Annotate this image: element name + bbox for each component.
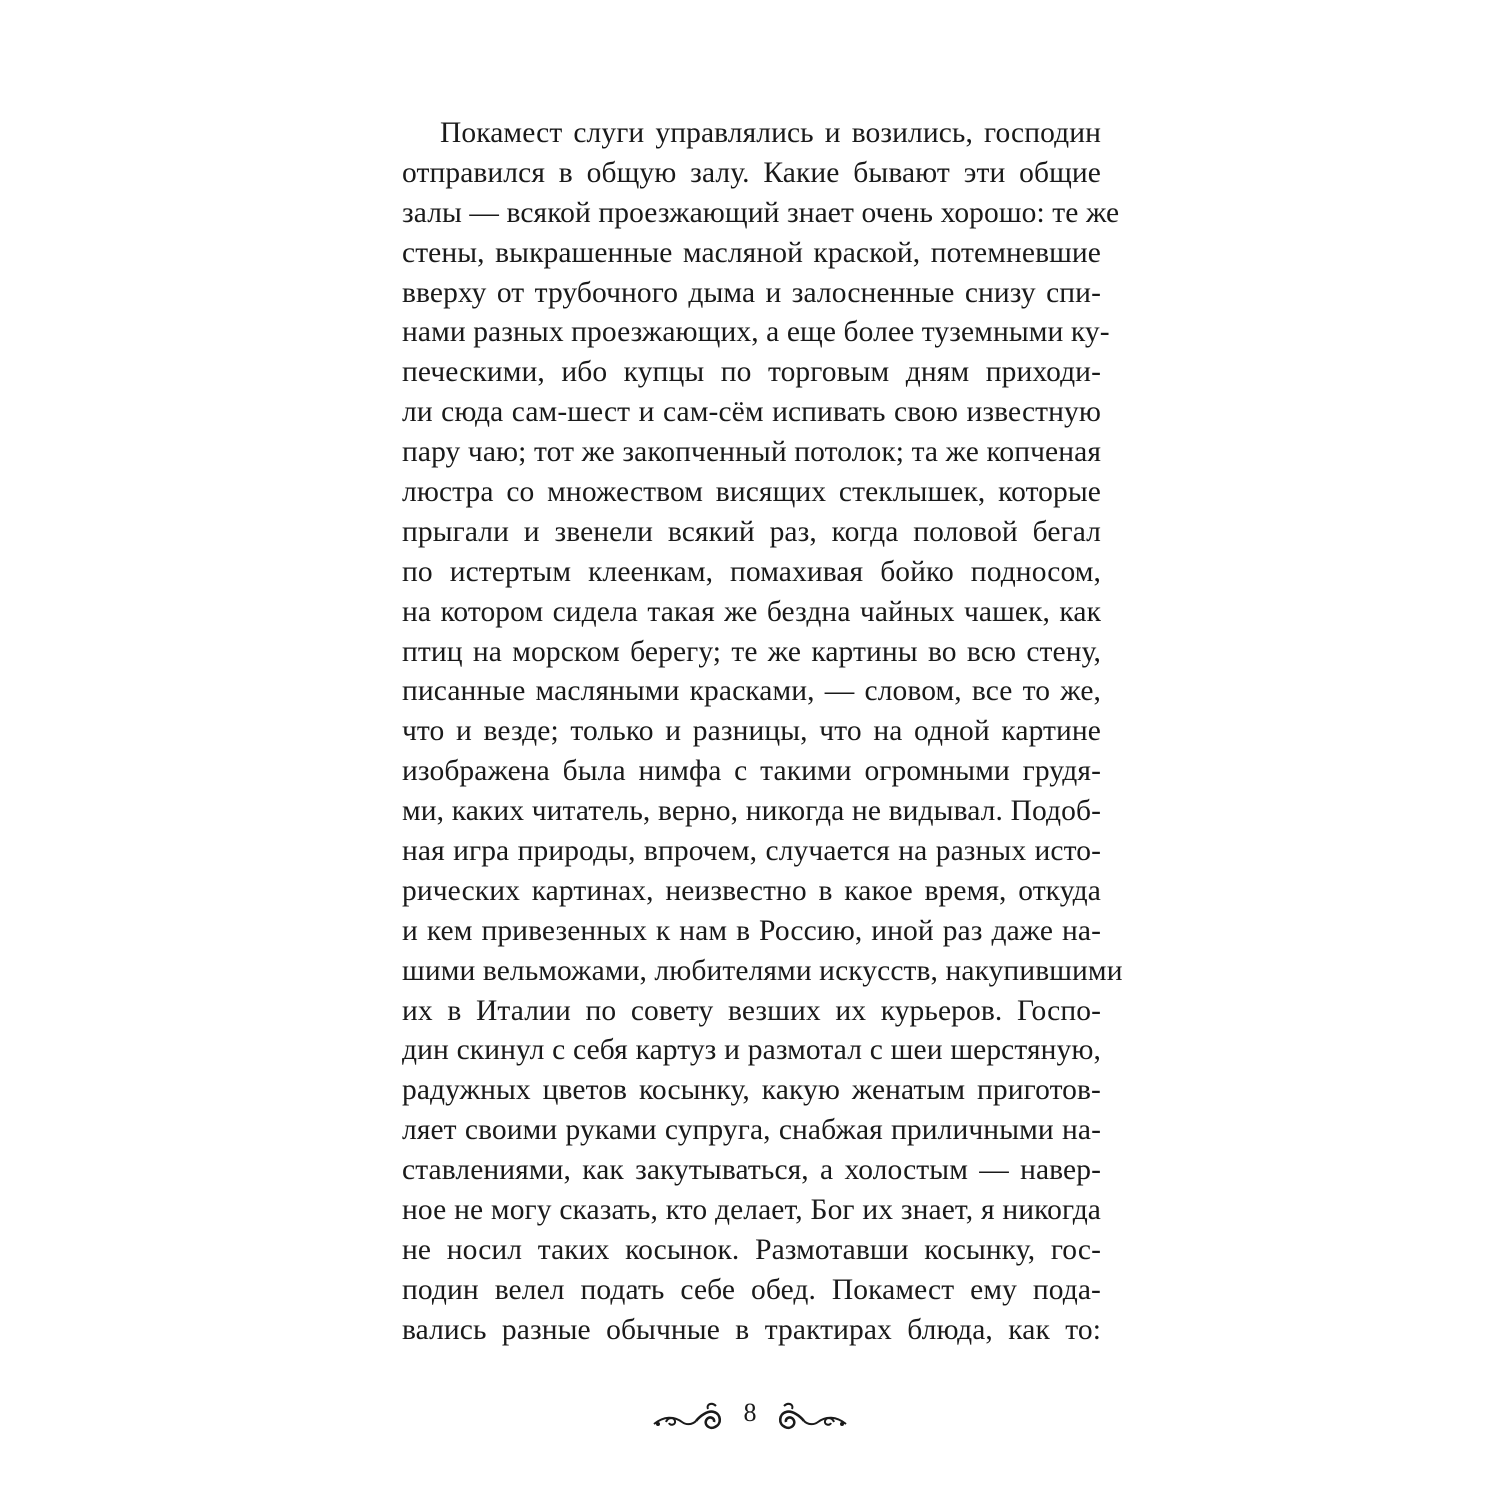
text-line: писанные масляными красками, — словом, все то же, bbox=[402, 675, 1101, 708]
text-line: вались разные обычные в трактирах блюда, как то: bbox=[402, 1313, 1101, 1346]
text-line: ли сюда сам-шест и сам-сём испивать свою известную bbox=[402, 396, 1101, 429]
text-line: прыгали и звенели всякий раз, когда половой бегал bbox=[402, 515, 1101, 548]
text-line: что и везде; только и разницы, что на одной картине bbox=[402, 715, 1101, 748]
text-line: стены, выкрашенные масляной краской, потемневшие bbox=[402, 236, 1101, 269]
text-line: Покамест слуги управлялись и возились, господин bbox=[440, 117, 1101, 149]
text-line: ное не могу сказать, кто делает, Бог их знает, я никогда bbox=[402, 1194, 1101, 1227]
text-line: залы — всякой проезжающий знает очень хорошо: те же bbox=[402, 196, 1120, 229]
text-line: и кем привезенных к нам в Россию, иной раз даже на- bbox=[402, 914, 1101, 947]
text-line: печескими, ибо купцы по торговым дням приходи- bbox=[402, 356, 1101, 389]
text-line: подин велел подать себе обед. Покамест ему пода- bbox=[402, 1273, 1101, 1306]
text-line: птиц на морском берегу; те же картины во всю стену, bbox=[402, 635, 1101, 668]
text-line: люстра со множеством висящих стеклышек, которые bbox=[402, 476, 1101, 509]
text-line: пару чаю; тот же закопченный потолок; та же копченая bbox=[402, 436, 1101, 469]
text-line: ляет своими руками супруга, снабжая приличными на- bbox=[402, 1114, 1101, 1147]
text-line: радужных цветов косынку, какую женатым приготов- bbox=[402, 1074, 1101, 1107]
text-line: по истертым клеенкам, помахивая бойко подносом, bbox=[402, 555, 1101, 588]
text-line: рических картинах, неизвестно в какое время, откуда bbox=[402, 874, 1101, 907]
page-footer bbox=[0, 1392, 1500, 1452]
text-line: ми, каких читатель, верно, никогда не видывал. Подоб- bbox=[402, 795, 1101, 828]
text-line: ная игра природы, впрочем, случается на разных исто- bbox=[402, 835, 1101, 868]
text-line: отправился в общую залу. Какие бывают эти общие bbox=[402, 156, 1101, 189]
text-line: на котором сидела такая же бездна чайных чашек, как bbox=[402, 595, 1101, 628]
text-line: вверху от трубочного дыма и залосненные снизу спи- bbox=[402, 276, 1101, 309]
text-line: шими вельможами, любителями искусств, накупившими bbox=[402, 954, 1123, 987]
text-line: нами разных проезжающих, а еще более туземными ку- bbox=[402, 316, 1110, 349]
flourish-left-icon bbox=[652, 1402, 728, 1441]
text-line: не носил таких косынок. Размотавши косынку, гос- bbox=[402, 1233, 1101, 1266]
text-line: изображена была нимфа с такими огромными грудя- bbox=[402, 755, 1101, 788]
body-text bbox=[402, 114, 1123, 1351]
flourish-right-icon bbox=[772, 1402, 848, 1441]
text-line: ставлениями, как закутываться, а холостым — навер- bbox=[402, 1154, 1101, 1187]
text-line: дин скинул с себя картуз и размотал с шеи шерстяную, bbox=[402, 1034, 1101, 1067]
page-number: 8 bbox=[743, 1398, 757, 1427]
text-line: их в Италии по совету везших их курьеров. Госпо- bbox=[402, 994, 1101, 1027]
